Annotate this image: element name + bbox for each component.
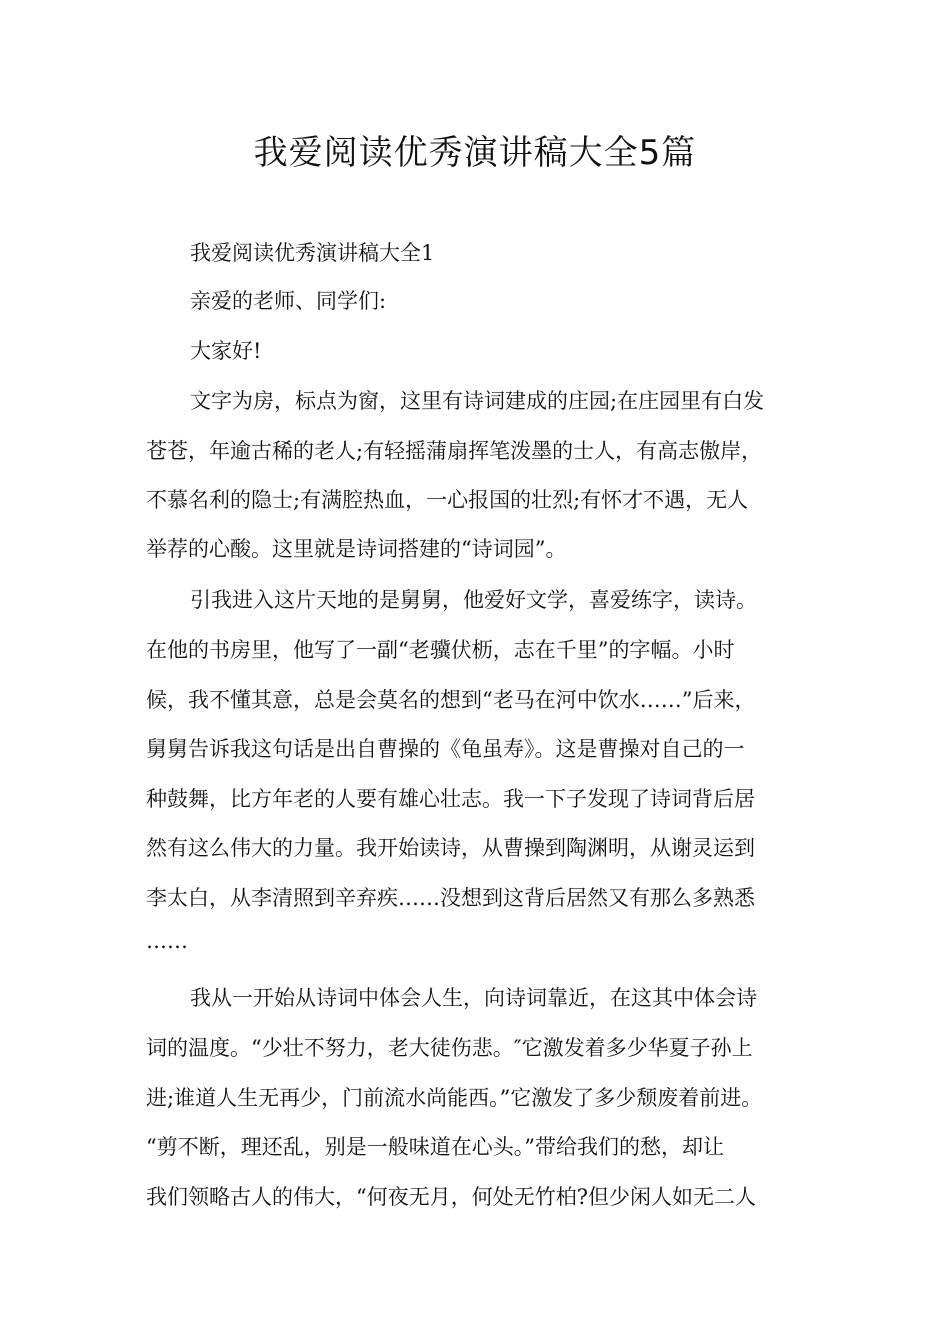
paragraph-line: 举荐的心酸。这里就是诗词搭建的“诗词园”。 <box>146 537 567 561</box>
paragraph-line: 在他的书房里，他写了一副“老骥伏枥，志在千里”的字幅。小时 <box>146 638 735 662</box>
paragraph-line: 李太白，从李清照到辛弃疾……没想到这背后居然又有那么多熟悉 <box>146 886 755 910</box>
paragraph-line: 词的温度。“少壮不努力，老大徒伤悲。″它激发着多少华夏子孙上 <box>146 1036 753 1060</box>
document-title: 我爱阅读优秀演讲稿大全5篇 <box>253 133 697 173</box>
paragraph-line: 文字为房，标点为窗，这里有诗词建成的庄园;在庄园里有白发 <box>190 389 765 413</box>
salutation: 亲爱的老师、同学们: <box>190 289 387 313</box>
greeting: 大家好! <box>190 339 262 363</box>
paragraph-line: 然有这么伟大的力量。我开始读诗，从曹操到陶渊明，从谢灵运到 <box>146 836 755 860</box>
paragraph-line: 我们领略古人的伟大，“何夜无月，何处无竹柏?但少闲人如无二人 <box>146 1185 756 1209</box>
paragraph-line: 引我进入这片天地的是舅舅，他爱好文学，喜爱练字，读诗。 <box>190 588 757 612</box>
paragraph-line: 苍苍，年逾古稀的老人;有轻摇蒲扇挥笔泼墨的士人，有高志傲岸， <box>146 439 763 463</box>
section-heading: 我爱阅读优秀演讲稿大全1 <box>190 241 435 265</box>
paragraph-line: 候，我不懂其意，总是会莫名的想到“老马在河中饮水……”后来， <box>146 688 756 712</box>
paragraph-line: 我从一开始从诗词中体会人生，向诗词靠近，在这其中体会诗 <box>190 986 757 1010</box>
paragraph-line: …… <box>146 929 188 953</box>
paragraph-line: 舅舅告诉我这句话是出自曹操的《龟虽寿》。这是曹操对自己的一 <box>146 737 745 761</box>
paragraph-line: 不慕名利的隐士;有满腔热血，一心报国的壮烈;有怀才不遇，无人 <box>146 488 749 512</box>
paragraph-line: 进;谁道人生无再少，门前流水尚能西。”它激发了多少颓废着前进。 <box>146 1086 763 1110</box>
paragraph-line: 种鼓舞，比方年老的人要有雄心壮志。我一下子发现了诗词背后居 <box>146 787 755 811</box>
paragraph-line: “剪不断，理还乱，别是一般味道在心头。”带给我们的愁，却让 <box>146 1135 724 1159</box>
